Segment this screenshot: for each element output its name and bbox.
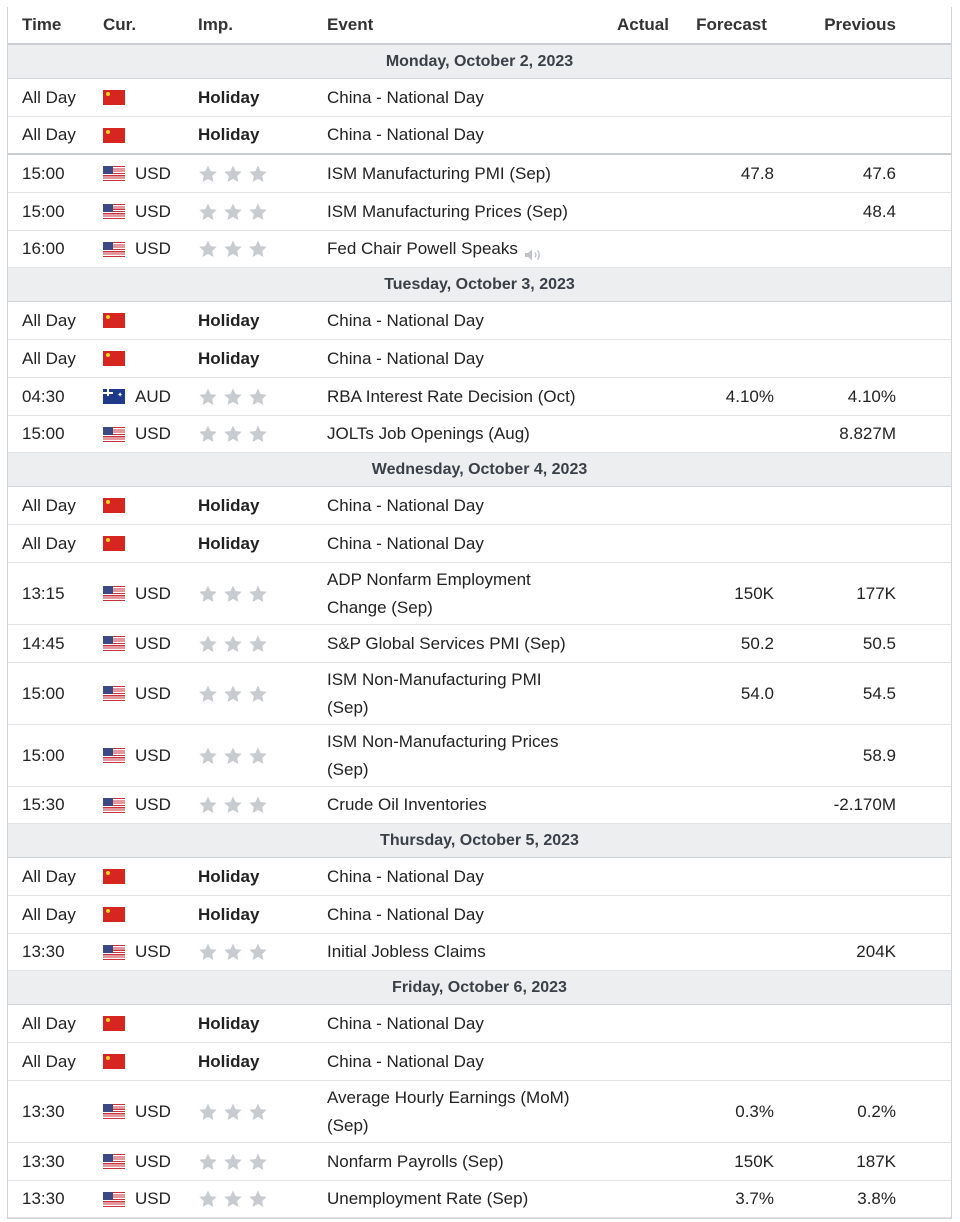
table-row[interactable]	[8, 858, 951, 896]
currency-code: USD	[135, 1189, 171, 1208]
currency-code: USD	[135, 942, 171, 961]
event-time: All Day	[22, 866, 76, 886]
flag-us-icon	[103, 686, 125, 701]
event-time: All Day	[22, 1013, 76, 1033]
currency-code: USD	[135, 201, 171, 221]
holiday-label: Holiday	[198, 87, 260, 107]
event-time: 14:45	[22, 633, 65, 653]
importance-stars	[198, 634, 327, 654]
event-importance	[198, 634, 327, 654]
table-row[interactable]	[8, 487, 951, 525]
event-time: 16:00	[22, 239, 65, 258]
header-event[interactable]: Event	[327, 15, 374, 34]
flag-us-icon	[103, 798, 125, 813]
event-importance	[198, 349, 327, 369]
flag-cn-icon	[103, 498, 125, 513]
event-forecast: 47.8	[740, 163, 774, 183]
event-importance	[198, 1102, 327, 1122]
event-currency	[103, 498, 198, 513]
importance-stars	[198, 795, 327, 815]
event-cell	[327, 84, 587, 112]
event-name[interactable]: China - National Day	[327, 533, 484, 553]
event-name[interactable]: ADP Nonfarm Employment Change (Sep)	[327, 569, 531, 617]
event-forecast: 150K	[734, 1151, 774, 1171]
star-icon	[223, 746, 243, 766]
star-icon	[248, 795, 268, 815]
holiday-label: Holiday	[198, 866, 260, 886]
flag-cn-icon	[103, 536, 125, 551]
event-importance	[198, 1052, 327, 1072]
importance-stars	[198, 746, 327, 766]
event-importance	[198, 1152, 327, 1172]
importance-stars	[198, 164, 327, 184]
event-currency	[103, 424, 198, 444]
event-name[interactable]: Crude Oil Inventories	[327, 795, 487, 814]
event-cell	[327, 530, 587, 558]
importance-stars	[198, 239, 327, 259]
event-time: All Day	[22, 904, 76, 924]
event-name[interactable]: China - National Day	[327, 87, 484, 107]
star-icon	[248, 634, 268, 654]
table-row[interactable]	[8, 231, 951, 268]
event-previous: 177K	[856, 583, 896, 603]
currency-code: USD	[135, 633, 171, 653]
event-cell	[327, 492, 587, 520]
table-row[interactable]	[8, 1005, 951, 1043]
event-name[interactable]: ISM Non-Manufacturing Prices (Sep)	[327, 731, 559, 779]
flag-cn-icon	[103, 907, 125, 922]
star-icon	[198, 387, 218, 407]
star-icon	[198, 239, 218, 259]
importance-stars	[198, 584, 327, 604]
event-name[interactable]: ISM Manufacturing Prices (Sep)	[327, 201, 568, 221]
day-header: Thursday, October 5, 2023	[8, 824, 951, 858]
event-currency	[103, 313, 198, 328]
currency-code: USD	[135, 583, 171, 603]
event-previous: 47.6	[862, 163, 896, 183]
event-importance	[198, 1014, 327, 1034]
event-time: 15:00	[22, 745, 65, 765]
event-time: All Day	[22, 495, 76, 515]
flag-us-icon	[103, 636, 125, 651]
star-icon	[198, 424, 218, 444]
flag-us-icon	[103, 242, 125, 257]
event-time: 15:00	[22, 201, 65, 221]
star-icon	[198, 202, 218, 222]
event-currency	[103, 795, 198, 815]
event-time: 04:30	[22, 386, 65, 406]
star-icon	[198, 1152, 218, 1172]
event-time: 15:00	[22, 683, 65, 703]
star-icon	[248, 202, 268, 222]
importance-stars	[198, 942, 327, 962]
event-importance	[198, 905, 327, 925]
day-header: Tuesday, October 3, 2023	[8, 268, 951, 302]
event-cell	[327, 198, 587, 226]
header-currency[interactable]: Cur.	[103, 15, 137, 34]
flag-cn-icon	[103, 313, 125, 328]
flag-au-icon	[103, 389, 125, 404]
flag-cn-icon	[103, 869, 125, 884]
event-previous: 204K	[856, 942, 896, 961]
event-importance	[198, 424, 327, 444]
flag-us-icon	[103, 1192, 125, 1207]
star-icon	[248, 746, 268, 766]
event-cell	[327, 1048, 587, 1076]
star-icon	[223, 584, 243, 604]
event-cell	[327, 566, 587, 622]
table-row[interactable]	[8, 416, 951, 453]
table-row[interactable]	[8, 787, 951, 824]
economic-calendar	[7, 7, 952, 1219]
event-forecast: 3.7%	[735, 1189, 774, 1208]
importance-stars	[198, 1152, 327, 1172]
table-row[interactable]	[8, 155, 951, 193]
event-currency	[103, 1016, 198, 1031]
holiday-label: Holiday	[198, 1051, 260, 1071]
event-currency	[103, 202, 198, 222]
table-row[interactable]	[8, 1081, 951, 1143]
currency-code: USD	[135, 1101, 171, 1121]
table-row[interactable]	[8, 79, 951, 117]
event-previous: 3.8%	[857, 1189, 896, 1208]
event-importance	[198, 239, 327, 259]
currency-code: USD	[135, 163, 171, 183]
importance-stars	[198, 684, 327, 704]
event-time: 13:30	[22, 1189, 65, 1208]
event-time: All Day	[22, 533, 76, 553]
flag-cn-icon	[103, 1054, 125, 1069]
event-time: 13:30	[22, 942, 65, 961]
importance-stars	[198, 1102, 327, 1122]
event-cell	[327, 383, 587, 411]
table-row[interactable]	[8, 1181, 951, 1218]
event-previous: 48.4	[862, 201, 896, 221]
event-forecast: 54.0	[740, 683, 774, 703]
event-cell	[327, 121, 587, 149]
event-time: All Day	[22, 348, 76, 368]
flag-cn-icon	[103, 128, 125, 143]
event-importance	[198, 202, 327, 222]
currency-code: AUD	[135, 386, 171, 406]
event-forecast: 150K	[734, 583, 774, 603]
event-importance	[198, 942, 327, 962]
event-name[interactable]: China - National Day	[327, 866, 484, 886]
event-cell	[327, 1148, 587, 1176]
event-currency	[103, 634, 198, 654]
event-cell	[327, 728, 587, 784]
event-cell	[327, 235, 587, 263]
event-previous: 58.9	[862, 745, 896, 765]
event-importance	[198, 311, 327, 331]
event-previous: 0.2%	[857, 1101, 896, 1121]
event-cell	[327, 307, 587, 335]
event-importance	[198, 164, 327, 184]
event-currency	[103, 907, 198, 922]
event-previous: 4.10%	[847, 386, 896, 406]
flag-us-icon	[103, 945, 125, 960]
event-cell	[327, 863, 587, 891]
event-currency	[103, 351, 198, 366]
table-row[interactable]	[8, 1043, 951, 1081]
event-importance	[198, 387, 327, 407]
event-time: All Day	[22, 310, 76, 330]
star-icon	[248, 387, 268, 407]
holiday-label: Holiday	[198, 348, 260, 368]
event-time: 15:30	[22, 795, 65, 814]
event-cell	[327, 420, 587, 448]
event-currency	[103, 942, 198, 962]
event-time: 13:15	[22, 583, 65, 603]
header-forecast[interactable]: Forecast	[696, 15, 767, 34]
event-currency	[103, 239, 198, 259]
event-importance	[198, 746, 327, 766]
currency-code: USD	[135, 683, 171, 703]
flag-us-icon	[103, 748, 125, 763]
table-row[interactable]	[8, 1143, 951, 1181]
star-icon	[223, 1102, 243, 1122]
importance-stars	[198, 387, 327, 407]
event-importance	[198, 125, 327, 145]
event-previous: 8.827M	[839, 424, 896, 443]
event-importance	[198, 584, 327, 604]
star-icon	[198, 942, 218, 962]
event-name[interactable]: China - National Day	[327, 904, 484, 924]
event-name[interactable]: China - National Day	[327, 125, 484, 144]
speaker-icon	[524, 243, 542, 257]
event-importance	[198, 795, 327, 815]
event-time: 15:00	[22, 163, 65, 183]
event-cell	[327, 345, 587, 373]
day-header: Friday, October 6, 2023	[8, 971, 951, 1005]
star-icon	[198, 164, 218, 184]
event-name[interactable]: Average Hourly Earnings (MoM) (Sep)	[327, 1087, 570, 1135]
event-time: All Day	[22, 1051, 76, 1071]
holiday-label: Holiday	[198, 310, 260, 330]
event-forecast: 4.10%	[725, 386, 774, 406]
currency-code: USD	[135, 424, 171, 443]
event-currency	[103, 536, 198, 551]
event-cell	[327, 1010, 587, 1038]
star-icon	[248, 1189, 268, 1209]
event-currency	[103, 869, 198, 884]
star-icon	[198, 684, 218, 704]
table-row[interactable]	[8, 625, 951, 663]
table-row[interactable]	[8, 193, 951, 231]
holiday-label: Holiday	[198, 125, 260, 144]
star-icon	[223, 239, 243, 259]
header-time[interactable]: Time	[22, 15, 62, 34]
flag-us-icon	[103, 1104, 125, 1119]
table-row[interactable]	[8, 378, 951, 416]
event-cell	[327, 938, 587, 966]
event-currency	[103, 584, 198, 604]
star-icon	[223, 634, 243, 654]
event-name[interactable]: China - National Day	[327, 1051, 484, 1071]
event-time: All Day	[22, 87, 76, 107]
event-importance	[198, 88, 327, 108]
event-name[interactable]: ISM Non-Manufacturing PMI (Sep)	[327, 669, 542, 717]
event-time: 15:00	[22, 424, 65, 443]
holiday-label: Holiday	[198, 495, 260, 515]
star-icon	[198, 795, 218, 815]
event-name[interactable]: China - National Day	[327, 1013, 484, 1033]
star-icon	[223, 164, 243, 184]
event-name[interactable]: RBA Interest Rate Decision (Oct)	[327, 386, 576, 406]
table-row[interactable]	[8, 340, 951, 378]
event-previous: 50.5	[862, 633, 896, 653]
star-icon	[223, 1189, 243, 1209]
table-header	[8, 7, 951, 45]
event-importance	[198, 496, 327, 516]
table-row[interactable]	[8, 563, 951, 625]
event-importance	[198, 867, 327, 887]
event-currency	[103, 387, 198, 407]
star-icon	[223, 795, 243, 815]
importance-stars	[198, 1189, 327, 1209]
event-currency	[103, 746, 198, 766]
event-previous: 54.5	[862, 683, 896, 703]
event-currency	[103, 90, 198, 105]
currency-code: USD	[135, 795, 171, 814]
event-cell	[327, 160, 587, 188]
star-icon	[223, 684, 243, 704]
header-previous[interactable]: Previous	[824, 15, 896, 34]
event-name[interactable]: ISM Manufacturing PMI (Sep)	[327, 163, 551, 183]
currency-code: USD	[135, 239, 171, 258]
star-icon	[223, 1152, 243, 1172]
event-currency	[103, 1189, 198, 1209]
flag-us-icon	[103, 586, 125, 601]
event-time: 13:30	[22, 1101, 65, 1121]
star-icon	[248, 239, 268, 259]
table-row[interactable]	[8, 117, 951, 155]
event-currency	[103, 128, 198, 143]
star-icon	[248, 942, 268, 962]
table-row[interactable]	[8, 725, 951, 787]
flag-us-icon	[103, 427, 125, 442]
star-icon	[198, 1102, 218, 1122]
flag-cn-icon	[103, 351, 125, 366]
flag-us-icon	[103, 1154, 125, 1169]
header-importance[interactable]: Imp.	[198, 15, 233, 34]
star-icon	[248, 164, 268, 184]
event-forecast: 50.2	[740, 633, 774, 653]
event-name[interactable]: Unemployment Rate (Sep)	[327, 1189, 529, 1208]
star-icon	[198, 1189, 218, 1209]
holiday-label: Holiday	[198, 533, 260, 553]
star-icon	[248, 1152, 268, 1172]
event-cell	[327, 1185, 587, 1213]
table-row[interactable]	[8, 896, 951, 934]
star-icon	[198, 634, 218, 654]
header-actual[interactable]: Actual	[617, 15, 669, 34]
event-previous: 187K	[856, 1151, 896, 1171]
event-importance	[198, 534, 327, 554]
importance-stars	[198, 424, 327, 444]
event-name[interactable]: China - National Day	[327, 310, 484, 330]
event-cell	[327, 630, 587, 658]
event-cell	[327, 1084, 587, 1140]
event-currency	[103, 1054, 198, 1069]
importance-stars	[198, 202, 327, 222]
event-currency	[103, 164, 198, 184]
flag-us-icon	[103, 204, 125, 219]
event-importance	[198, 684, 327, 704]
event-forecast: 0.3%	[735, 1101, 774, 1121]
star-icon	[248, 684, 268, 704]
event-name[interactable]: JOLTs Job Openings (Aug)	[327, 424, 530, 443]
event-previous: -2.170M	[833, 795, 896, 814]
event-cell	[327, 666, 587, 722]
table-row[interactable]	[8, 302, 951, 340]
holiday-label: Holiday	[198, 1013, 260, 1033]
event-currency	[103, 1152, 198, 1172]
star-icon	[198, 584, 218, 604]
event-name[interactable]: Nonfarm Payrolls (Sep)	[327, 1151, 504, 1171]
currency-code: USD	[135, 1151, 171, 1171]
day-header: Monday, October 2, 2023	[8, 45, 951, 79]
event-cell	[327, 901, 587, 929]
event-name[interactable]: S&P Global Services PMI (Sep)	[327, 633, 566, 653]
star-icon	[248, 424, 268, 444]
table-row[interactable]	[8, 663, 951, 725]
event-importance	[198, 1189, 327, 1209]
calendar-body	[8, 45, 951, 1218]
star-icon	[223, 387, 243, 407]
star-icon	[223, 202, 243, 222]
star-icon	[223, 424, 243, 444]
event-name[interactable]: Initial Jobless Claims	[327, 942, 486, 961]
star-icon	[198, 746, 218, 766]
flag-cn-icon	[103, 1016, 125, 1031]
event-name[interactable]: Fed Chair Powell Speaks	[327, 239, 518, 258]
event-cell	[327, 791, 587, 819]
event-currency	[103, 684, 198, 704]
flag-us-icon	[103, 166, 125, 181]
day-header: Wednesday, October 4, 2023	[8, 453, 951, 487]
event-name[interactable]: China - National Day	[327, 495, 484, 515]
event-time: 13:30	[22, 1151, 65, 1171]
currency-code: USD	[135, 745, 171, 765]
table-row[interactable]	[8, 525, 951, 563]
event-name[interactable]: China - National Day	[327, 348, 484, 368]
holiday-label: Holiday	[198, 904, 260, 924]
star-icon	[223, 942, 243, 962]
table-row[interactable]	[8, 934, 951, 971]
star-icon	[248, 1102, 268, 1122]
star-icon	[248, 584, 268, 604]
event-currency	[103, 1102, 198, 1122]
event-time: All Day	[22, 125, 76, 144]
flag-cn-icon	[103, 90, 125, 105]
